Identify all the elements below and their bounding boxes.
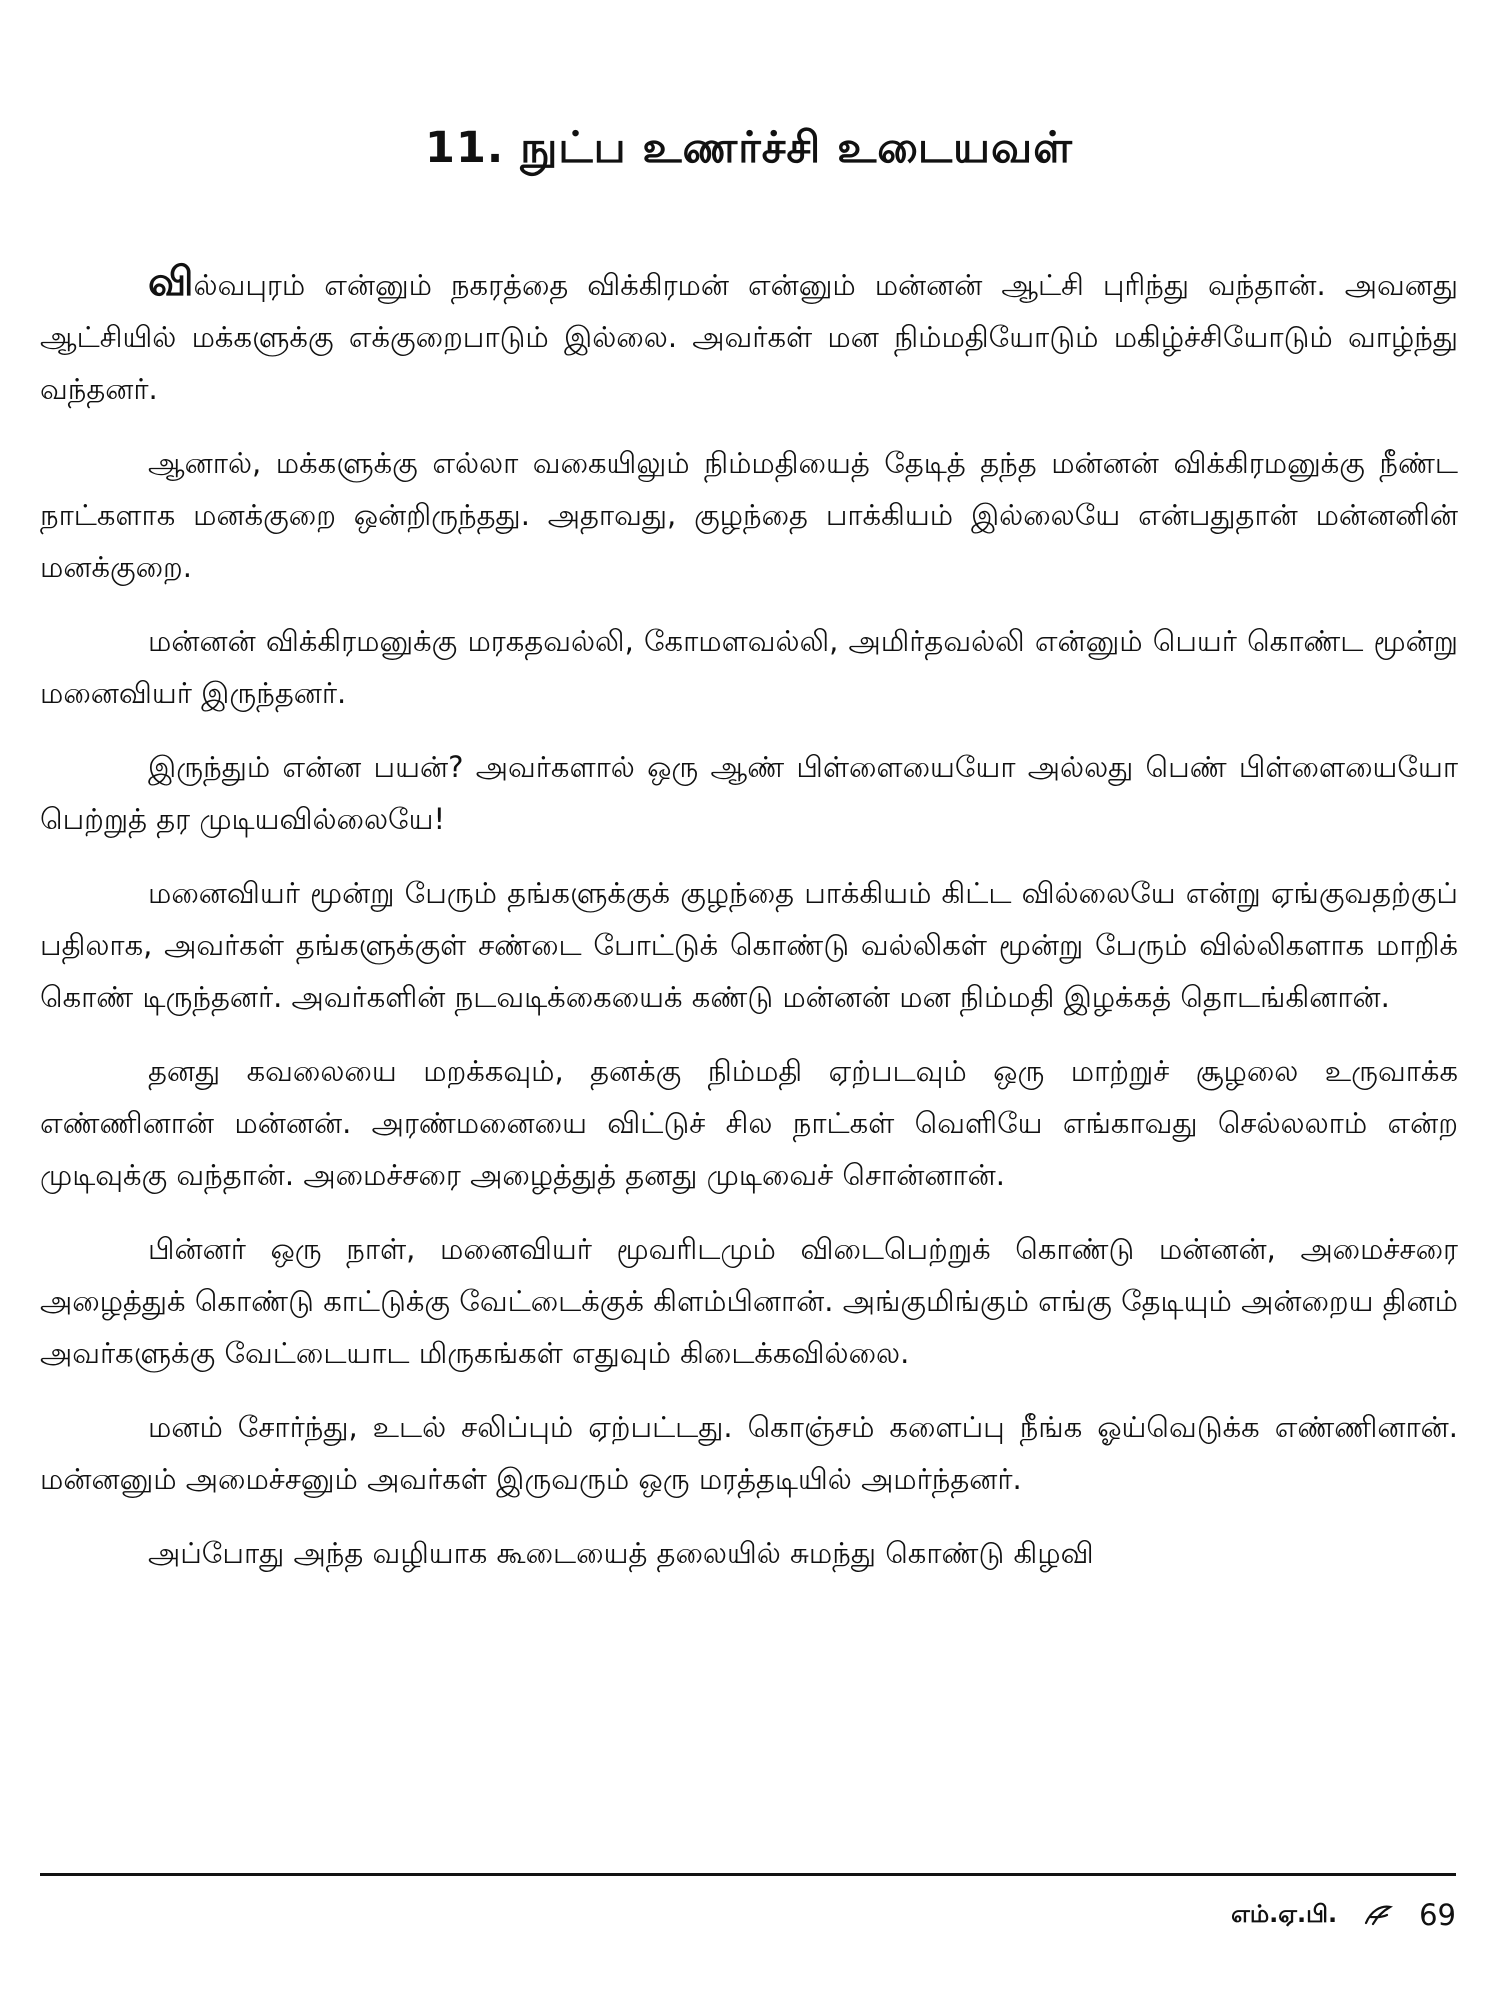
paragraph-8: மனம் சோர்ந்து, உடல் சலிப்பும் ஏற்பட்டது. கொஞ்சம் களைப்பு நீங்க ஓய்வெடுக்க எண்ணினான். மன்னனும் அமைச்சனும் அவர்கள் இருவரும் ஒரு மரத்தடியில் அமர்ந்தனர். bbox=[40, 1410, 1458, 1496]
paragraph-5: மனைவியர் மூன்று பேரும் தங்களுக்குக் குழந்தை பாக்கியம் கிட்ட வில்லையே என்று ஏங்குவதற்குப் பதிலாக, அவர்கள் தங்களுக்குள் சண்டை போட்டுக் கொண்டு வல்லிகள் மூன்று பேரும் வில்லிகளாக மாறிக் கொண் டிருந்தனர். அவர்களின் நடவடிக்கையைக் கண்டு மன்னன் மன நிம்மதி இழக்கத் தொடங்கினான். bbox=[40, 876, 1458, 1014]
paragraph-4: இருந்தும் என்ன பயன்? அவர்களால் ஒரு ஆண் பிள்ளையையோ அல்லது பெண் பிள்ளையையோ பெற்றுத் தர முடியவில்லையே! bbox=[40, 750, 1458, 836]
paragraph-1 bbox=[40, 256, 1458, 415]
publisher-name: எம்.ஏ.பி. bbox=[1231, 1899, 1338, 1928]
footer-divider bbox=[40, 1873, 1456, 1876]
page-number: 69 bbox=[1419, 1898, 1456, 1932]
paragraph-2: ஆனால், மக்களுக்கு எல்லா வகையிலும் நிம்மதியைத் தேடித் தந்த மன்னன் விக்கிரமனுக்கு நீண்ட நாட்களாக மனக்குறை ஒன்றிருந்தது. அதாவது, குழந்தை பாக்கியம் இல்லையே என்பதுதான் மன்னனின் மனக்குறை. bbox=[40, 446, 1458, 584]
drop-cap: வி bbox=[148, 259, 194, 305]
paragraph-text: ல்வபுரம் என்னும் நகரத்தை விக்கிரமன் என்னும் மன்னன் ஆட்சி புரிந்து வந்தான். அவனது ஆட்சியில் மக்களுக்கு எக்குறைபாடும் இல்லை. அவர்கள் மன நிம்மதியோடும் மகிழ்ச்சியோடும் வாழ்ந்து வந்தனர். bbox=[40, 268, 1458, 406]
paragraph-3: மன்னன் விக்கிரமனுக்கு மரகதவல்லி, கோமளவல்லி, அமிர்தவல்லி என்னும் பெயர் கொண்ட மூன்று மனைவியர் இருந்தனர். bbox=[40, 624, 1458, 710]
paragraph-7: பின்னர் ஒரு நாள், மனைவியர் மூவரிடமும் விடைபெற்றுக் கொண்டு மன்னன், அமைச்சரை அழைத்துக் கொண்டு காட்டுக்கு வேட்டைக்குக் கிளம்பினான். அங்குமிங்கும் எங்கு தேடியும் அன்றைய தினம் அவர்களுக்கு வேட்டையாட மிருகங்கள் எதுவும் கிடைக்கவில்லை. bbox=[40, 1232, 1458, 1370]
paragraph-6: தனது கவலையை மறக்கவும், தனக்கு நிம்மதி ஏற்படவும் ஒரு மாற்றுச் சூழலை உருவாக்க எண்ணினான் மன்னன். அரண்மனையை விட்டுச் சில நாட்கள் வெளியே எங்காவது செல்லலாம் என்ற முடிவுக்கு வந்தான். அமைச்சரை அழைத்துத் தனது முடிவைச் சொன்னான். bbox=[40, 1054, 1458, 1192]
paragraph-9: அப்போது அந்த வழியாக கூடையைத் தலையில் சுமந்து கொண்டு கிழவி bbox=[148, 1536, 1094, 1570]
chapter-title: 11. நுட்ப உணர்ச்சி உடையவள் bbox=[425, 123, 1073, 173]
page-footer bbox=[1231, 1898, 1456, 1932]
publisher-logo-icon bbox=[1363, 1903, 1393, 1927]
